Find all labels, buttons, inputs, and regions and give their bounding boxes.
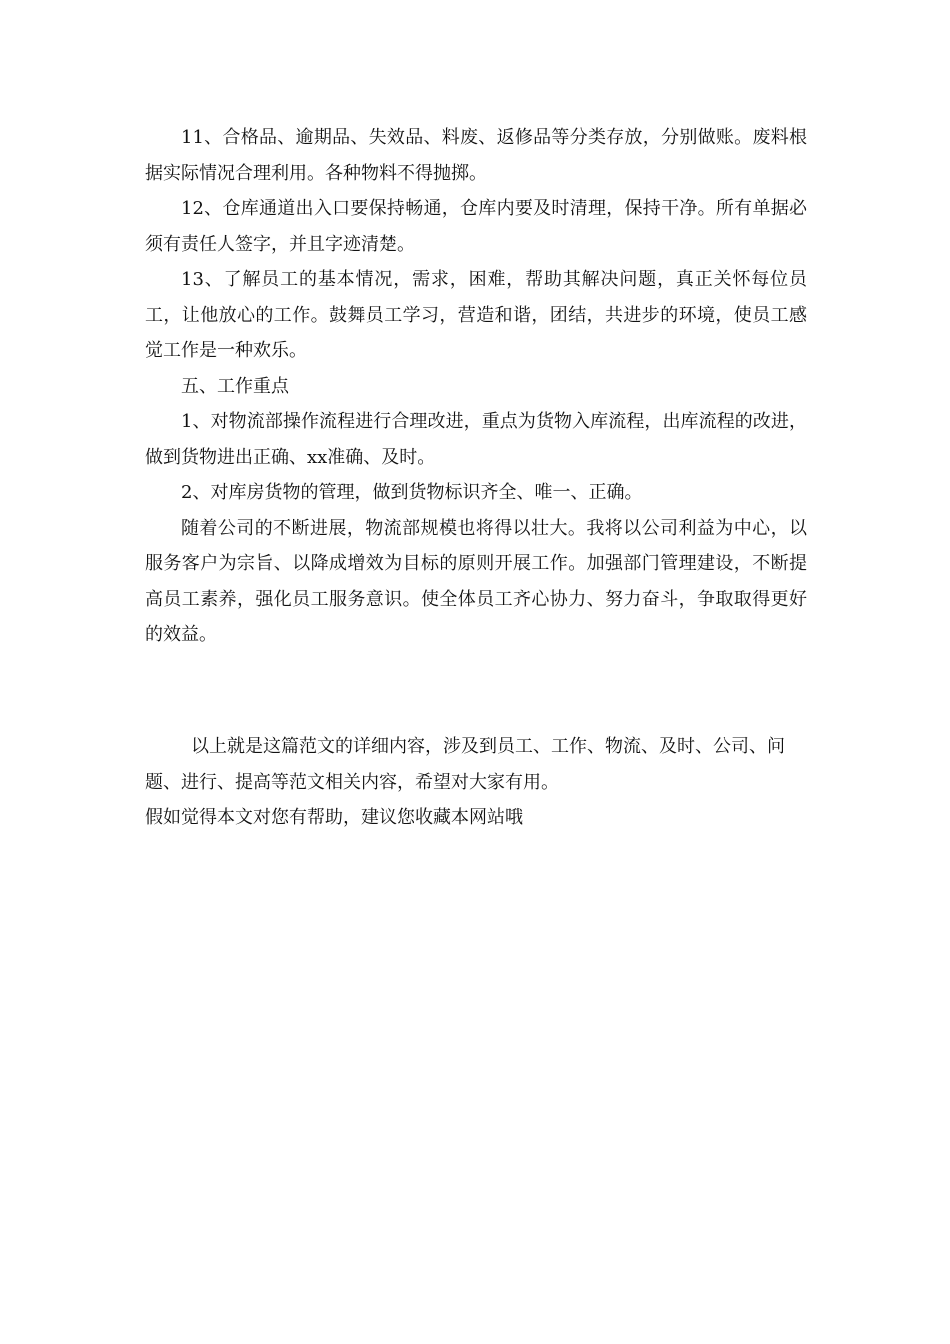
paragraph-item-13: 13、了解员工的基本情况，需求，困难，帮助其解决问题，真正关怀每位员工，让他放心的工作。鼓舞员工学习，营造和谐，团结，共进步的环境，使员工感觉工作是一种欢乐。 (145, 269, 807, 361)
closing-paragraph: 随着公司的不断进展，物流部规模也将得以壮大。我将以公司利益为中心，以服务客户为宗旨、以降成增效为目标的原则开展工作。加强部门管理建设，不断提高员工素养，强化员工服务意识。使全体员工齐心协力、努力奋斗，争取取得更好的效益。 (145, 517, 807, 645)
document-footer (145, 729, 807, 836)
document-body (145, 120, 807, 653)
paragraph-item-11: 11、合格品、逾期品、失效品、料废、返修品等分类存放，分别做账。废料根据实际情况合理利用。各种物料不得抛掷。 (145, 127, 807, 184)
paragraph-item-12: 12、仓库通道出入口要保持畅通，仓库内要及时清理，保持干净。所有单据必须有责任人签字，并且字迹清楚。 (145, 198, 807, 255)
footer-note: 假如觉得本文对您有帮助，建议您收藏本网站哦 (145, 807, 523, 828)
section-heading: 五、工作重点 (181, 375, 289, 397)
section-item-1: 1、对物流部操作流程进行合理改进，重点为货物入库流程，出库流程的改进，做到货物进出正确、xx准确、及时。 (145, 411, 807, 468)
section-item-2: 2、对库房货物的管理，做到货物标识齐全、唯一、正确。 (181, 482, 643, 503)
footer-summary: 以上就是这篇范文的详细内容，涉及到员工、工作、物流、及时、公司、问题、进行、提高等范文相关内容，希望对大家有用。 (145, 736, 785, 793)
